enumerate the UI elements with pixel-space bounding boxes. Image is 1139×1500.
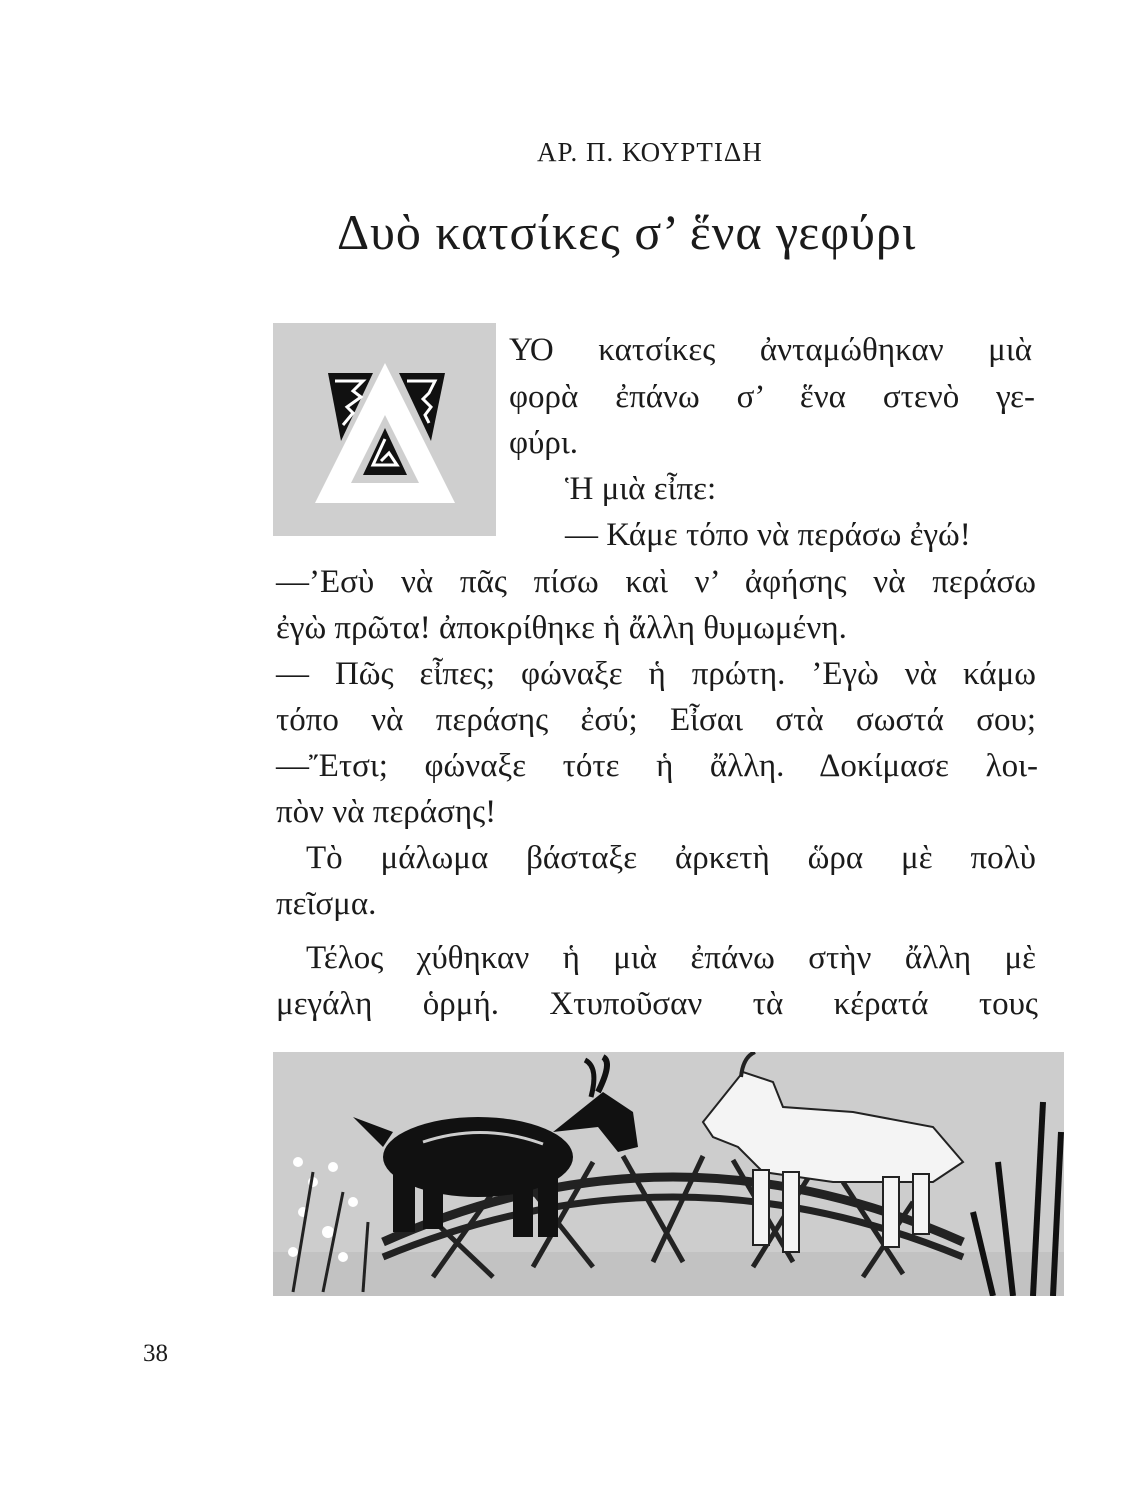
- drop-cap-initial: [273, 323, 496, 536]
- text-line-1: ΥΟ κατσίκες ἀνταμώθηκαν μιὰ: [509, 332, 1032, 368]
- text-line-14: Τέλος χύθηκαν ἡ μιὰ ἐπάνω στὴν ἄλλη μὲ: [306, 940, 1036, 976]
- two-goats-on-bridge-illustration: [273, 1052, 1064, 1296]
- text-line-13: πεῖσμα.: [276, 886, 377, 922]
- text-line-5: — Κάμε τόπο νὰ περάσω ἐγώ!: [565, 517, 971, 553]
- decorated-delta-initial-icon: [273, 323, 496, 536]
- text-line-7: ἐγὼ πρῶτα! ἀποκρίθηκε ἡ ἄλλη θυμωμένη.: [276, 610, 847, 646]
- text-line-12: Τὸ μάλωμα βάσταξε ἀρκετὴ ὥρα μὲ πολὺ: [306, 840, 1036, 876]
- text-line-11: πὸν νὰ περάσης!: [276, 794, 497, 830]
- text-line-10: —Ἔτσι; φώναξε τότε ἡ ἄλλη. Δοκίμασε λοι-: [276, 748, 1038, 784]
- text-line-4: Ἡ μιὰ εἶπε:: [565, 471, 717, 507]
- story-title: Δυὸ κατσίκες σ’ ἕνα γεφύρι: [337, 204, 917, 260]
- page-number: 38: [143, 1340, 168, 1367]
- text-line-6: —’Εσὺ νὰ πᾶς πίσω καὶ ν’ ἀφήσης νὰ περάσω: [276, 564, 1036, 600]
- goats-illustration: [273, 1052, 1064, 1296]
- text-line-3: φύρι.: [509, 425, 578, 461]
- text-line-2: φορὰ ἐπάνω σ’ ἕνα στενὸ γε-: [509, 379, 1035, 415]
- text-line-9: τόπο νὰ περάσης ἐσύ; Εἶσαι στὰ σωστά σου;: [276, 702, 1036, 738]
- author-name: ΑΡ. Π. ΚΟΥΡΤΙΔΗ: [537, 137, 763, 167]
- text-line-8: — Πῶς εἶπες; φώναξε ἡ πρώτη. ’Εγὼ νὰ κάμω: [276, 656, 1036, 692]
- text-line-15: μεγάλη ὁρμή. Χτυποῦσαν τὰ κέρατά τους: [276, 986, 1038, 1022]
